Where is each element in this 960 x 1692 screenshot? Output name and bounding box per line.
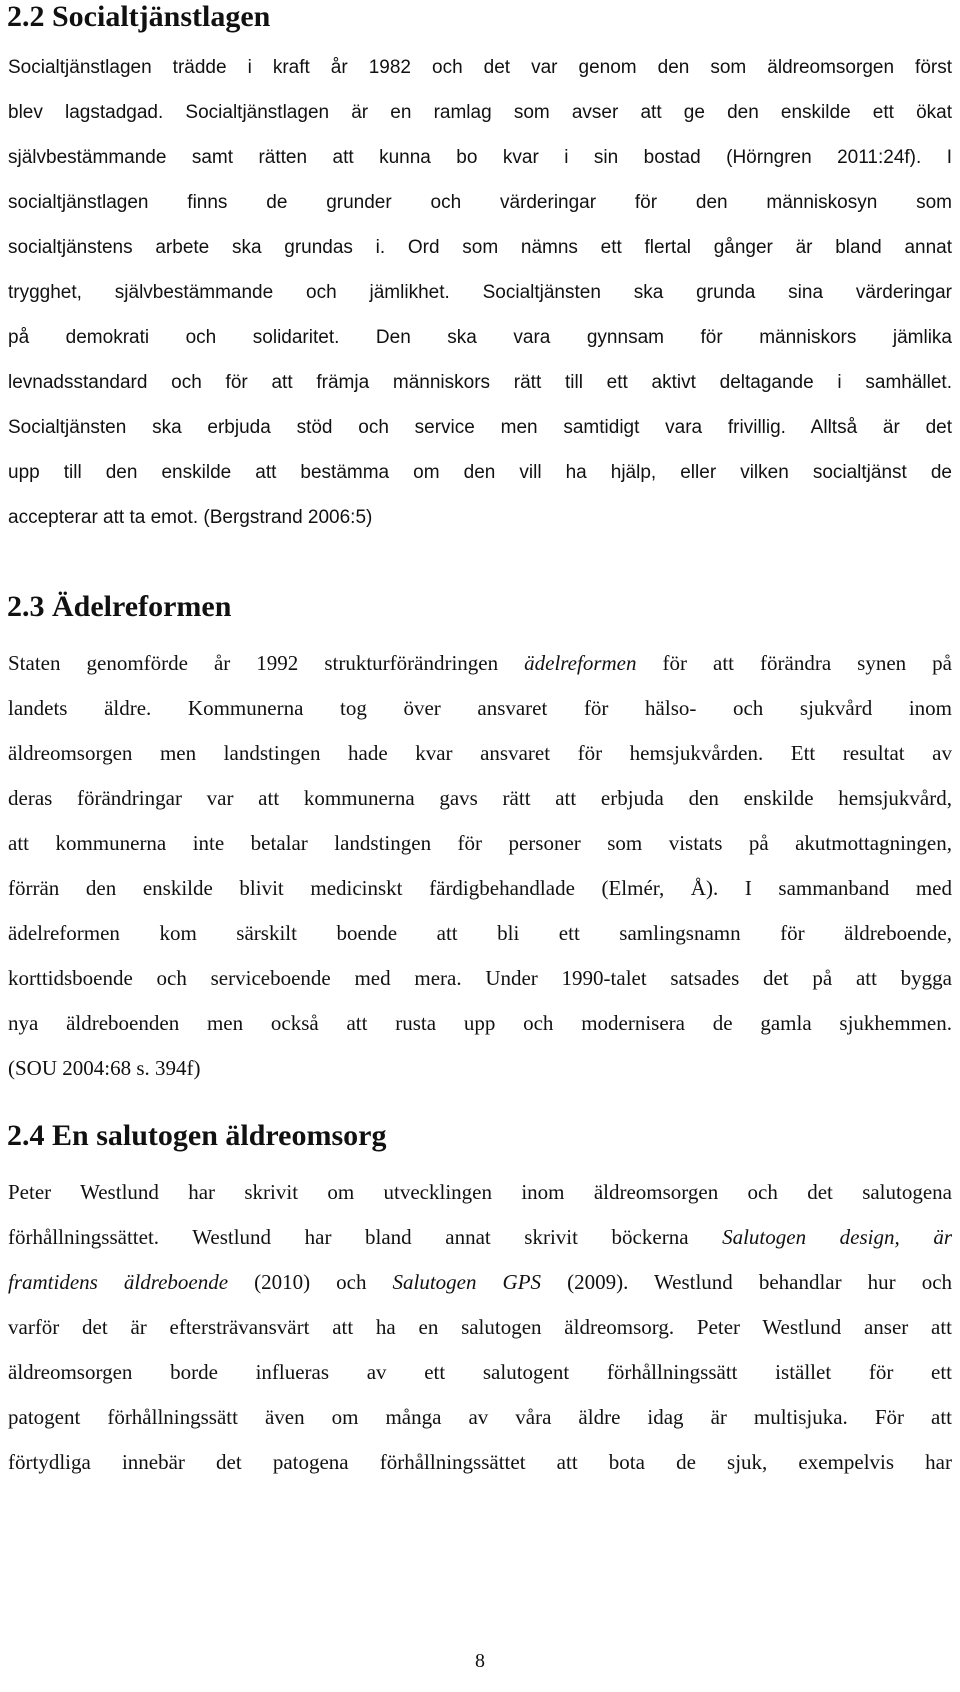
text-line: levnadsstandard och för att främja människors rätt till ett aktivt deltagande i samhället. bbox=[8, 372, 952, 393]
book-title-salutogen-gps: Salutogen GPS bbox=[392, 1270, 542, 1294]
section-heading-2-4: 2.4 En salutogen äldreomsorg bbox=[7, 1119, 387, 1152]
text-line: äldreomsorgen men landstingen hade kvar ansvaret för hemsjukvården. Ett resultat av bbox=[8, 741, 952, 765]
text-line: accepterar att ta emot. (Bergstrand 2006:5) bbox=[8, 507, 373, 528]
text-line: Socialtjänsten ska erbjuda stöd och service men samtidigt vara frivillig. Alltså är det bbox=[8, 417, 952, 438]
text-line: upp till den enskilde att bestämma om den vill ha hjälp, eller vilken socialtjänst de bbox=[8, 462, 952, 483]
text-line: nya äldreboenden men också att rusta upp och modernisera de gamla sjukhemmen. bbox=[8, 1011, 952, 1035]
text-line: på demokrati och solidaritet. Den ska vara gynnsam för människors jämlika bbox=[8, 327, 952, 348]
text-line: Staten genomförde år 1992 strukturförändringen ädelreformen för att förändra synen på bbox=[8, 651, 952, 675]
text-line: framtidens äldreboende (2010) och Salutogen GPS (2009). Westlund behandlar hur och bbox=[8, 1270, 953, 1294]
text-line: äldreomsorgen borde influeras av ett salutogent förhållningssätt istället för ett bbox=[8, 1360, 952, 1384]
paragraph-adelreformen bbox=[8, 641, 952, 1091]
text-line: Peter Westlund har skrivit om utvecklingen inom äldreomsorgen och det salutogena bbox=[8, 1180, 952, 1204]
page-number: 8 bbox=[475, 1650, 485, 1672]
text-line: ädelreformen kom särskilt boende att bli ett samlingsnamn för äldreboende, bbox=[8, 921, 952, 945]
section-heading-2-3: 2.3 Ädelreformen bbox=[7, 590, 232, 623]
text-line: patogent förhållningssätt även om många av våra äldre idag är multisjuka. För att bbox=[8, 1405, 952, 1429]
text-line: förhållningssättet. Westlund har bland annat skrivit böckerna Salutogen design, är bbox=[8, 1225, 952, 1249]
text-line: deras förändringar var att kommunerna gavs rätt att erbjuda den enskilde hemsjukvård, bbox=[8, 786, 952, 810]
text-line: landets äldre. Kommunerna tog över ansvaret för hälso- och sjukvård inom bbox=[8, 696, 952, 720]
text-line: (SOU 2004:68 s. 394f) bbox=[8, 1056, 201, 1080]
text-line: varför det är eftersträvansvärt att ha en salutogen äldreomsorg. Peter Westlund anser att bbox=[8, 1315, 952, 1339]
text-line: Socialtjänstlagen trädde i kraft år 1982 och det var genom den som äldreomsorgen först bbox=[8, 57, 952, 78]
emphasis-adelreformen: ädelreformen bbox=[524, 651, 637, 675]
book-title-salutogen-design-cont: framtidens äldreboende bbox=[8, 1270, 229, 1294]
text-line: att kommunerna inte betalar landstingen för personer som vistats på akutmottagningen, bbox=[8, 831, 952, 855]
paragraph-socialtjanstlagen bbox=[8, 45, 952, 540]
text-line: socialtjänstens arbete ska grundas i. Ord som nämns ett flertal gånger är bland annat bbox=[8, 237, 952, 258]
text-line: trygghet, självbestämmande och jämlikhet. Socialtjänsten ska grunda sina värderingar bbox=[8, 282, 952, 303]
text-line: socialtjänstlagen finns de grunder och värderingar för den människosyn som bbox=[8, 192, 952, 213]
text-line: förtydliga innebär det patogena förhållningssättet att bota de sjuk, exempelvis har bbox=[8, 1450, 952, 1474]
book-title-salutogen-design: Salutogen design, är bbox=[722, 1225, 952, 1249]
text-line: blev lagstadgad. Socialtjänstlagen är en ramlag som avser att ge den enskilde ett ökat bbox=[8, 102, 952, 123]
paragraph-salutogen-aldreomsorg bbox=[8, 1170, 952, 1485]
text-line: självbestämmande samt rätten att kunna bo kvar i sin bostad (Hörngren 2011:24f). I bbox=[8, 147, 952, 168]
text-line: korttidsboende och serviceboende med mera. Under 1990-talet satsades det på att bygga bbox=[8, 966, 952, 990]
text-line: förrän den enskilde blivit medicinskt färdigbehandlade (Elmér, Å). I sammanband med bbox=[8, 876, 952, 900]
section-heading-2-2: 2.2 Socialtjänstlagen bbox=[7, 0, 271, 33]
